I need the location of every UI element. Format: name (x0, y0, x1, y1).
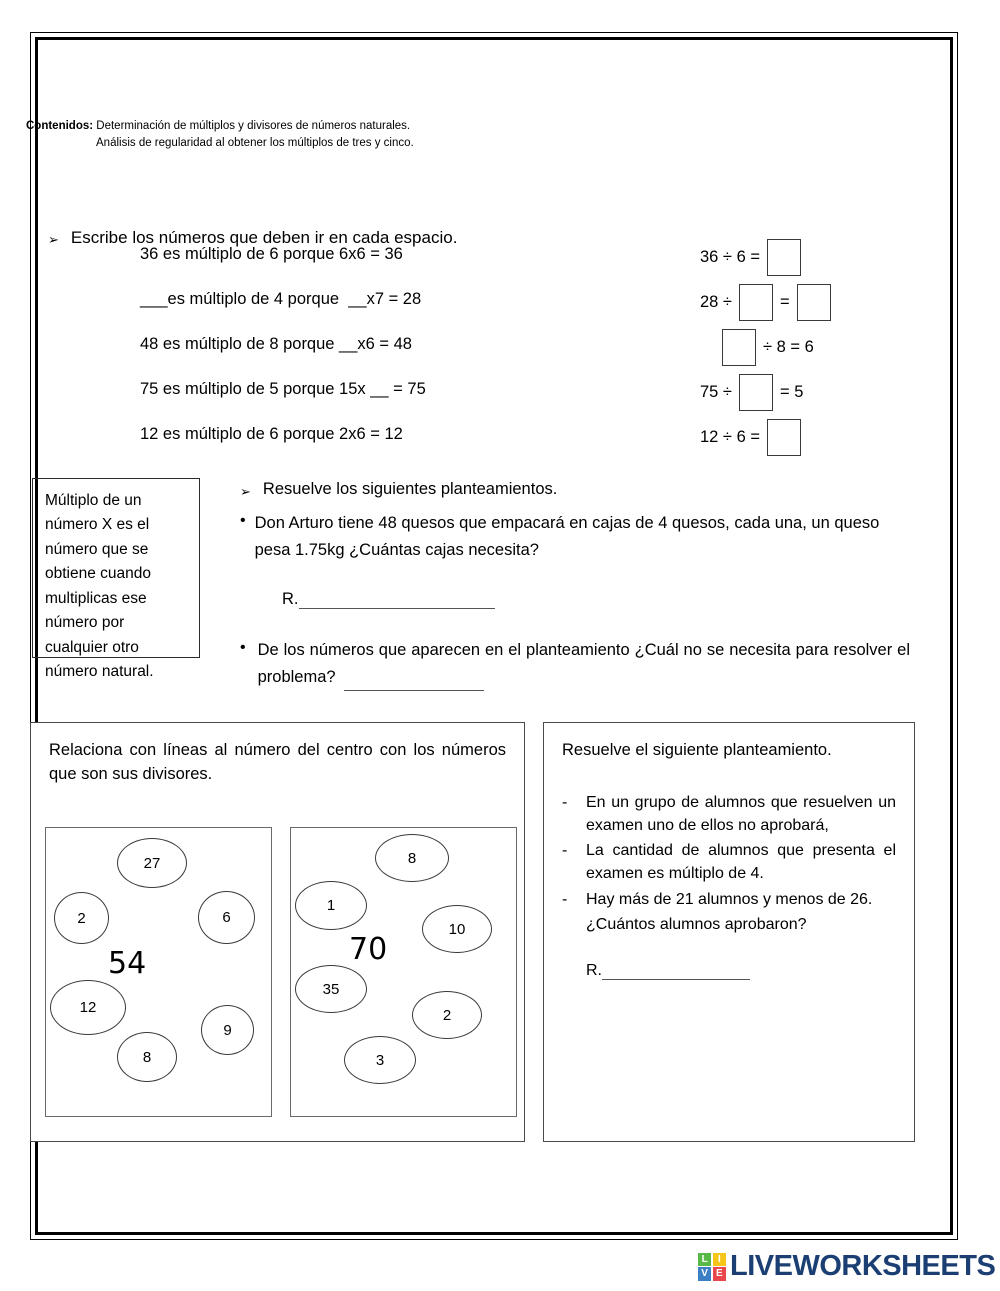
definition-box (32, 478, 200, 681)
answer-box-input[interactable] (767, 239, 801, 276)
clue-item-text: En un grupo de alumnos que resuelven un examen uno de ellos no aprobará, (586, 793, 896, 835)
answer-box-input[interactable] (767, 419, 801, 456)
divisor-oval[interactable]: 35 (295, 965, 367, 1013)
clue-item-text: Hay más de 21 alumnos y menos de 26. (586, 890, 873, 908)
division-equation-row (700, 325, 900, 370)
division-expression-text: 28 ÷ (700, 293, 732, 311)
liveworksheets-wordmark: LIVEWORKSHEETS (730, 1250, 996, 1282)
problems-section (240, 480, 910, 691)
dash-bullet-icon: - (562, 890, 568, 908)
contenidos-header (26, 118, 666, 153)
problem-item-2-text: De los números que aparecen en el planteamiento ¿Cuál no se necesita para resolver el problema? (257, 641, 910, 687)
dash-bullet-icon: - (562, 842, 568, 860)
instruction-section-2-text: Resuelve los siguientes planteamientos. (262, 480, 558, 498)
division-expression-text: ÷ 8 = 6 (763, 338, 814, 356)
diagram-center-number: 54 (108, 946, 147, 981)
answer-blank-input[interactable] (344, 673, 484, 691)
division-equation-row (700, 235, 900, 280)
divisor-oval[interactable]: 3 (344, 1036, 416, 1084)
logo-tile-e: E (713, 1267, 726, 1280)
division-equation-row (700, 370, 900, 415)
problem-item-1 (240, 510, 910, 564)
matching-panel (30, 722, 525, 1142)
divisor-oval[interactable]: 8 (117, 1032, 177, 1082)
problem-item-2 (240, 637, 910, 690)
answer-label: R. (586, 962, 602, 980)
problem-item-1-text: Don Arturo tiene 48 quesos que empacará en cajas de 4 quesos, cada una, un queso pesa 1.75kg ¿Cuántas cajas necesita? (254, 514, 880, 560)
liveworksheets-logo[interactable] (698, 1250, 995, 1283)
diagram-54[interactable] (45, 827, 272, 1117)
contenidos-label: Contenidos: (26, 120, 94, 132)
answer-blank-input[interactable] (602, 962, 750, 980)
definition-text: Múltiplo de un número X es el número que se obtiene cuando multiplicas ese número por cualquier otro número natural. (45, 492, 154, 681)
multiples-statement-list (140, 240, 560, 465)
matching-panel-title: Relaciona con líneas al número del centro con los números que son sus divisores. (49, 741, 506, 783)
multiples-statement-row: 75 es múltiplo de 5 porque 15x __ = 75 (140, 380, 426, 398)
answer-label: R. (282, 590, 299, 609)
divisor-oval[interactable]: 27 (117, 838, 187, 888)
clue-item (562, 888, 896, 911)
contenidos-line1: Determinación de múltiplos y divisores de números naturales. (96, 120, 411, 132)
divisor-oval[interactable]: 2 (54, 892, 109, 944)
division-expression-text: 36 ÷ 6 = (700, 248, 760, 266)
arrow-bullet-icon: ➢ (240, 484, 251, 499)
word-problem-clue-list (562, 791, 896, 980)
division-expression-text: 75 ÷ (700, 383, 732, 401)
diagram-center-number: 70 (349, 932, 388, 967)
divisor-oval[interactable]: 1 (295, 881, 367, 930)
divisor-oval[interactable]: 8 (375, 834, 449, 882)
diagram-70[interactable] (290, 827, 517, 1117)
clue-item (562, 839, 896, 885)
divisor-oval[interactable]: 9 (201, 1005, 254, 1055)
dot-bullet-icon: • (240, 639, 246, 657)
answer-blank-input[interactable] (299, 591, 495, 609)
divisor-oval[interactable]: 12 (50, 980, 126, 1035)
answer-box-input[interactable] (739, 374, 773, 411)
answer-box-input[interactable] (797, 284, 831, 321)
answer-row-word-problem (586, 962, 896, 980)
answer-box-input[interactable] (739, 284, 773, 321)
word-problem-panel (543, 722, 915, 1142)
multiples-statement-row: 12 es múltiplo de 6 porque 2x6 = 12 (140, 425, 403, 443)
liveworksheets-logo-icon (698, 1253, 726, 1281)
division-expression-text: 12 ÷ 6 = (700, 428, 760, 446)
instruction-section-2 (240, 480, 910, 500)
word-problem-question: ¿Cuántos alumnos aprobaron? (586, 915, 807, 933)
dot-bullet-icon: • (240, 512, 246, 529)
arrow-bullet-icon: ➢ (48, 232, 59, 247)
dash-bullet-icon: - (562, 793, 568, 811)
logo-tile-v: V (698, 1267, 711, 1280)
answer-box-input[interactable] (722, 329, 756, 366)
divisor-oval[interactable]: 2 (412, 991, 482, 1039)
division-expression-text: = 5 (780, 383, 804, 401)
division-equation-row (700, 280, 900, 325)
division-expression-text: = (780, 293, 790, 311)
multiples-statement-row: 48 es múltiplo de 8 porque __x6 = 48 (140, 335, 412, 353)
logo-tile-i: I (713, 1253, 726, 1266)
division-equation-list (700, 235, 900, 460)
contenidos-line2: Análisis de regularidad al obtener los múltiplos de tres y cinco. (96, 137, 414, 150)
diagram-group (45, 827, 517, 1117)
answer-row-problem-1 (282, 590, 910, 609)
word-problem-panel-title: Resuelve el siguiente planteamiento. (562, 741, 832, 759)
multiples-statement-row: 36 es múltiplo de 6 porque 6x6 = 36 (140, 245, 403, 263)
divisor-oval[interactable]: 10 (422, 905, 492, 953)
divisor-oval[interactable]: 6 (198, 891, 255, 944)
clue-item-text: La cantidad de alumnos que presenta el examen es múltiplo de 4. (586, 842, 896, 883)
multiples-statement-row: ___es múltiplo de 4 porque __x7 = 28 (140, 290, 422, 308)
logo-tile-l: L (698, 1253, 711, 1266)
division-equation-row (700, 415, 900, 460)
instruction-section-1-text: Escribe los números que deben ir en cada espacio. (70, 228, 458, 247)
clue-item (562, 791, 896, 837)
